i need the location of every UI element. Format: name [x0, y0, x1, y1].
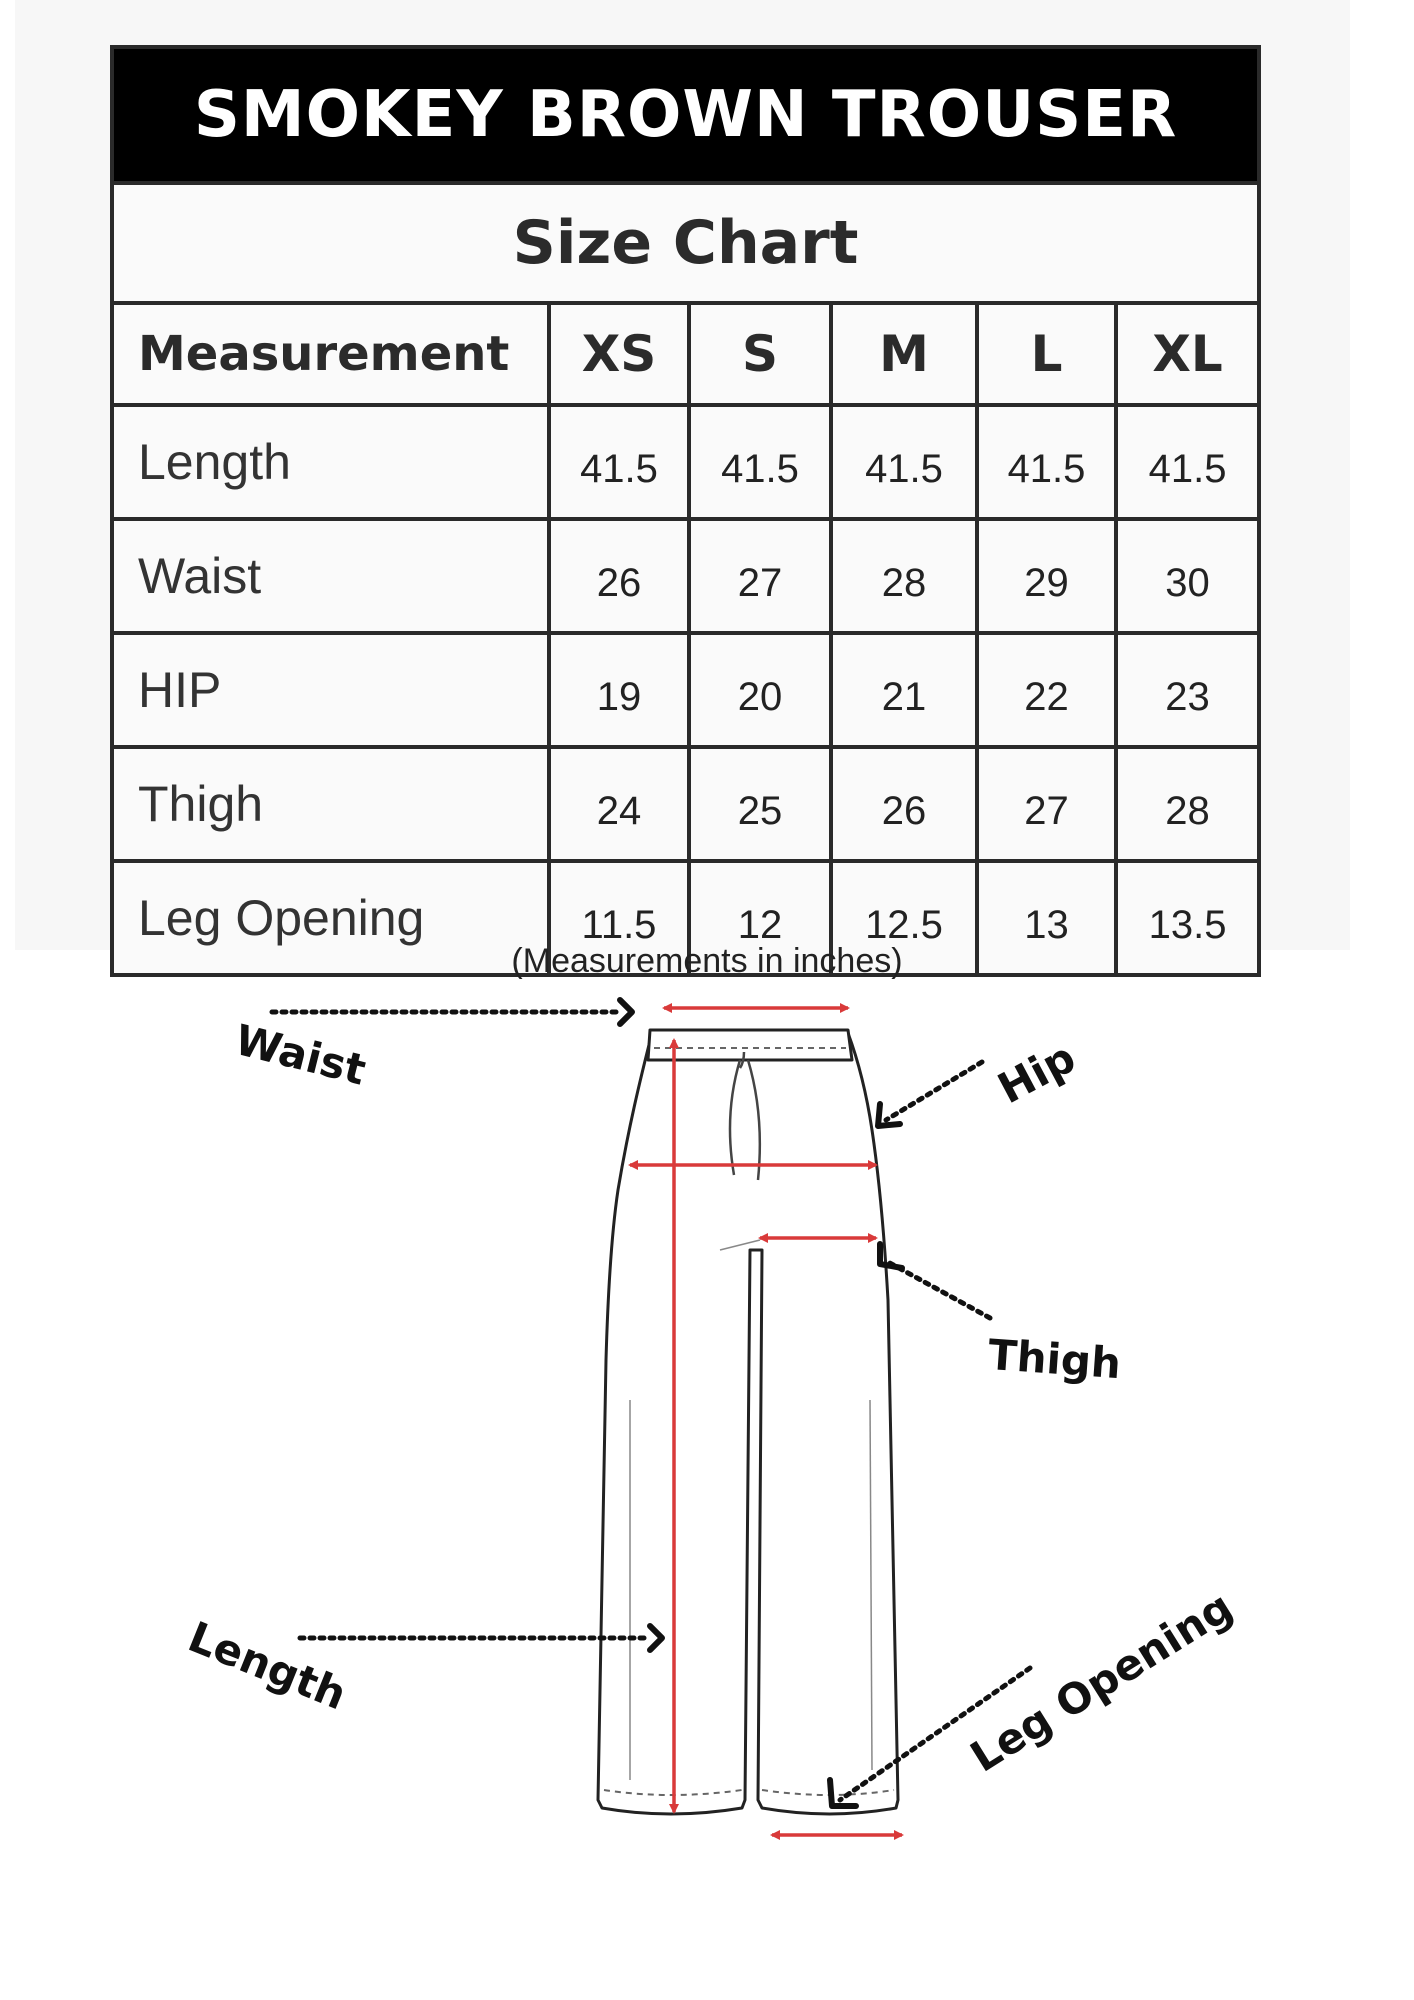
row-label: Leg Opening	[112, 861, 549, 975]
table-cell: 25	[689, 747, 831, 861]
callout-hip: Hip	[990, 1032, 1084, 1114]
table-cell: 26	[549, 519, 689, 633]
row-label: Thigh	[112, 747, 549, 861]
table-cell: 20	[689, 633, 831, 747]
table-cell: 21	[831, 633, 977, 747]
table-cell: 11.5	[549, 861, 689, 975]
table-cell: 27	[689, 519, 831, 633]
callout-length: Length	[181, 1612, 354, 1720]
column-header-xl: XL	[1116, 303, 1259, 405]
product-title: SMOKEY BROWN TROUSER	[112, 47, 1259, 183]
table-cell: 12.5	[831, 861, 977, 975]
table-cell: 41.5	[1116, 405, 1259, 519]
column-header-s: S	[689, 303, 831, 405]
units-note: (Measurements in inches)	[511, 942, 903, 980]
table-cell: 13	[977, 861, 1116, 975]
table-cell: 30	[1116, 519, 1259, 633]
table-cell: 41.5	[689, 405, 831, 519]
table-cell: 41.5	[977, 405, 1116, 519]
column-header-m: M	[831, 303, 977, 405]
callout-waist: Waist	[230, 1015, 371, 1095]
table-cell: 13.5	[1116, 861, 1259, 975]
table-cell: 12	[689, 861, 831, 975]
table-cell: 41.5	[549, 405, 689, 519]
table-cell: 28	[1116, 747, 1259, 861]
table-cell: 28	[831, 519, 977, 633]
size-chart-heading: Size Chart	[112, 183, 1259, 303]
trouser-outline	[598, 1030, 898, 1814]
column-header-measurement: Measurement	[112, 303, 549, 405]
column-header-l: L	[977, 303, 1116, 405]
table-cell: 24	[549, 747, 689, 861]
callout-thigh: Thigh	[986, 1330, 1123, 1389]
table-cell: 29	[977, 519, 1116, 633]
column-header-xs: XS	[549, 303, 689, 405]
table-cell: 27	[977, 747, 1116, 861]
table-cell: 41.5	[831, 405, 977, 519]
table-cell: 26	[831, 747, 977, 861]
hip-callout-arrow	[886, 1062, 982, 1120]
table-cell: 23	[1116, 633, 1259, 747]
table-cell: 19	[549, 633, 689, 747]
callout-leg-opening: Leg Opening	[962, 1581, 1242, 1782]
table-cell: 22	[977, 633, 1116, 747]
row-label: HIP	[112, 633, 549, 747]
row-label: Waist	[112, 519, 549, 633]
row-label: Length	[112, 405, 549, 519]
